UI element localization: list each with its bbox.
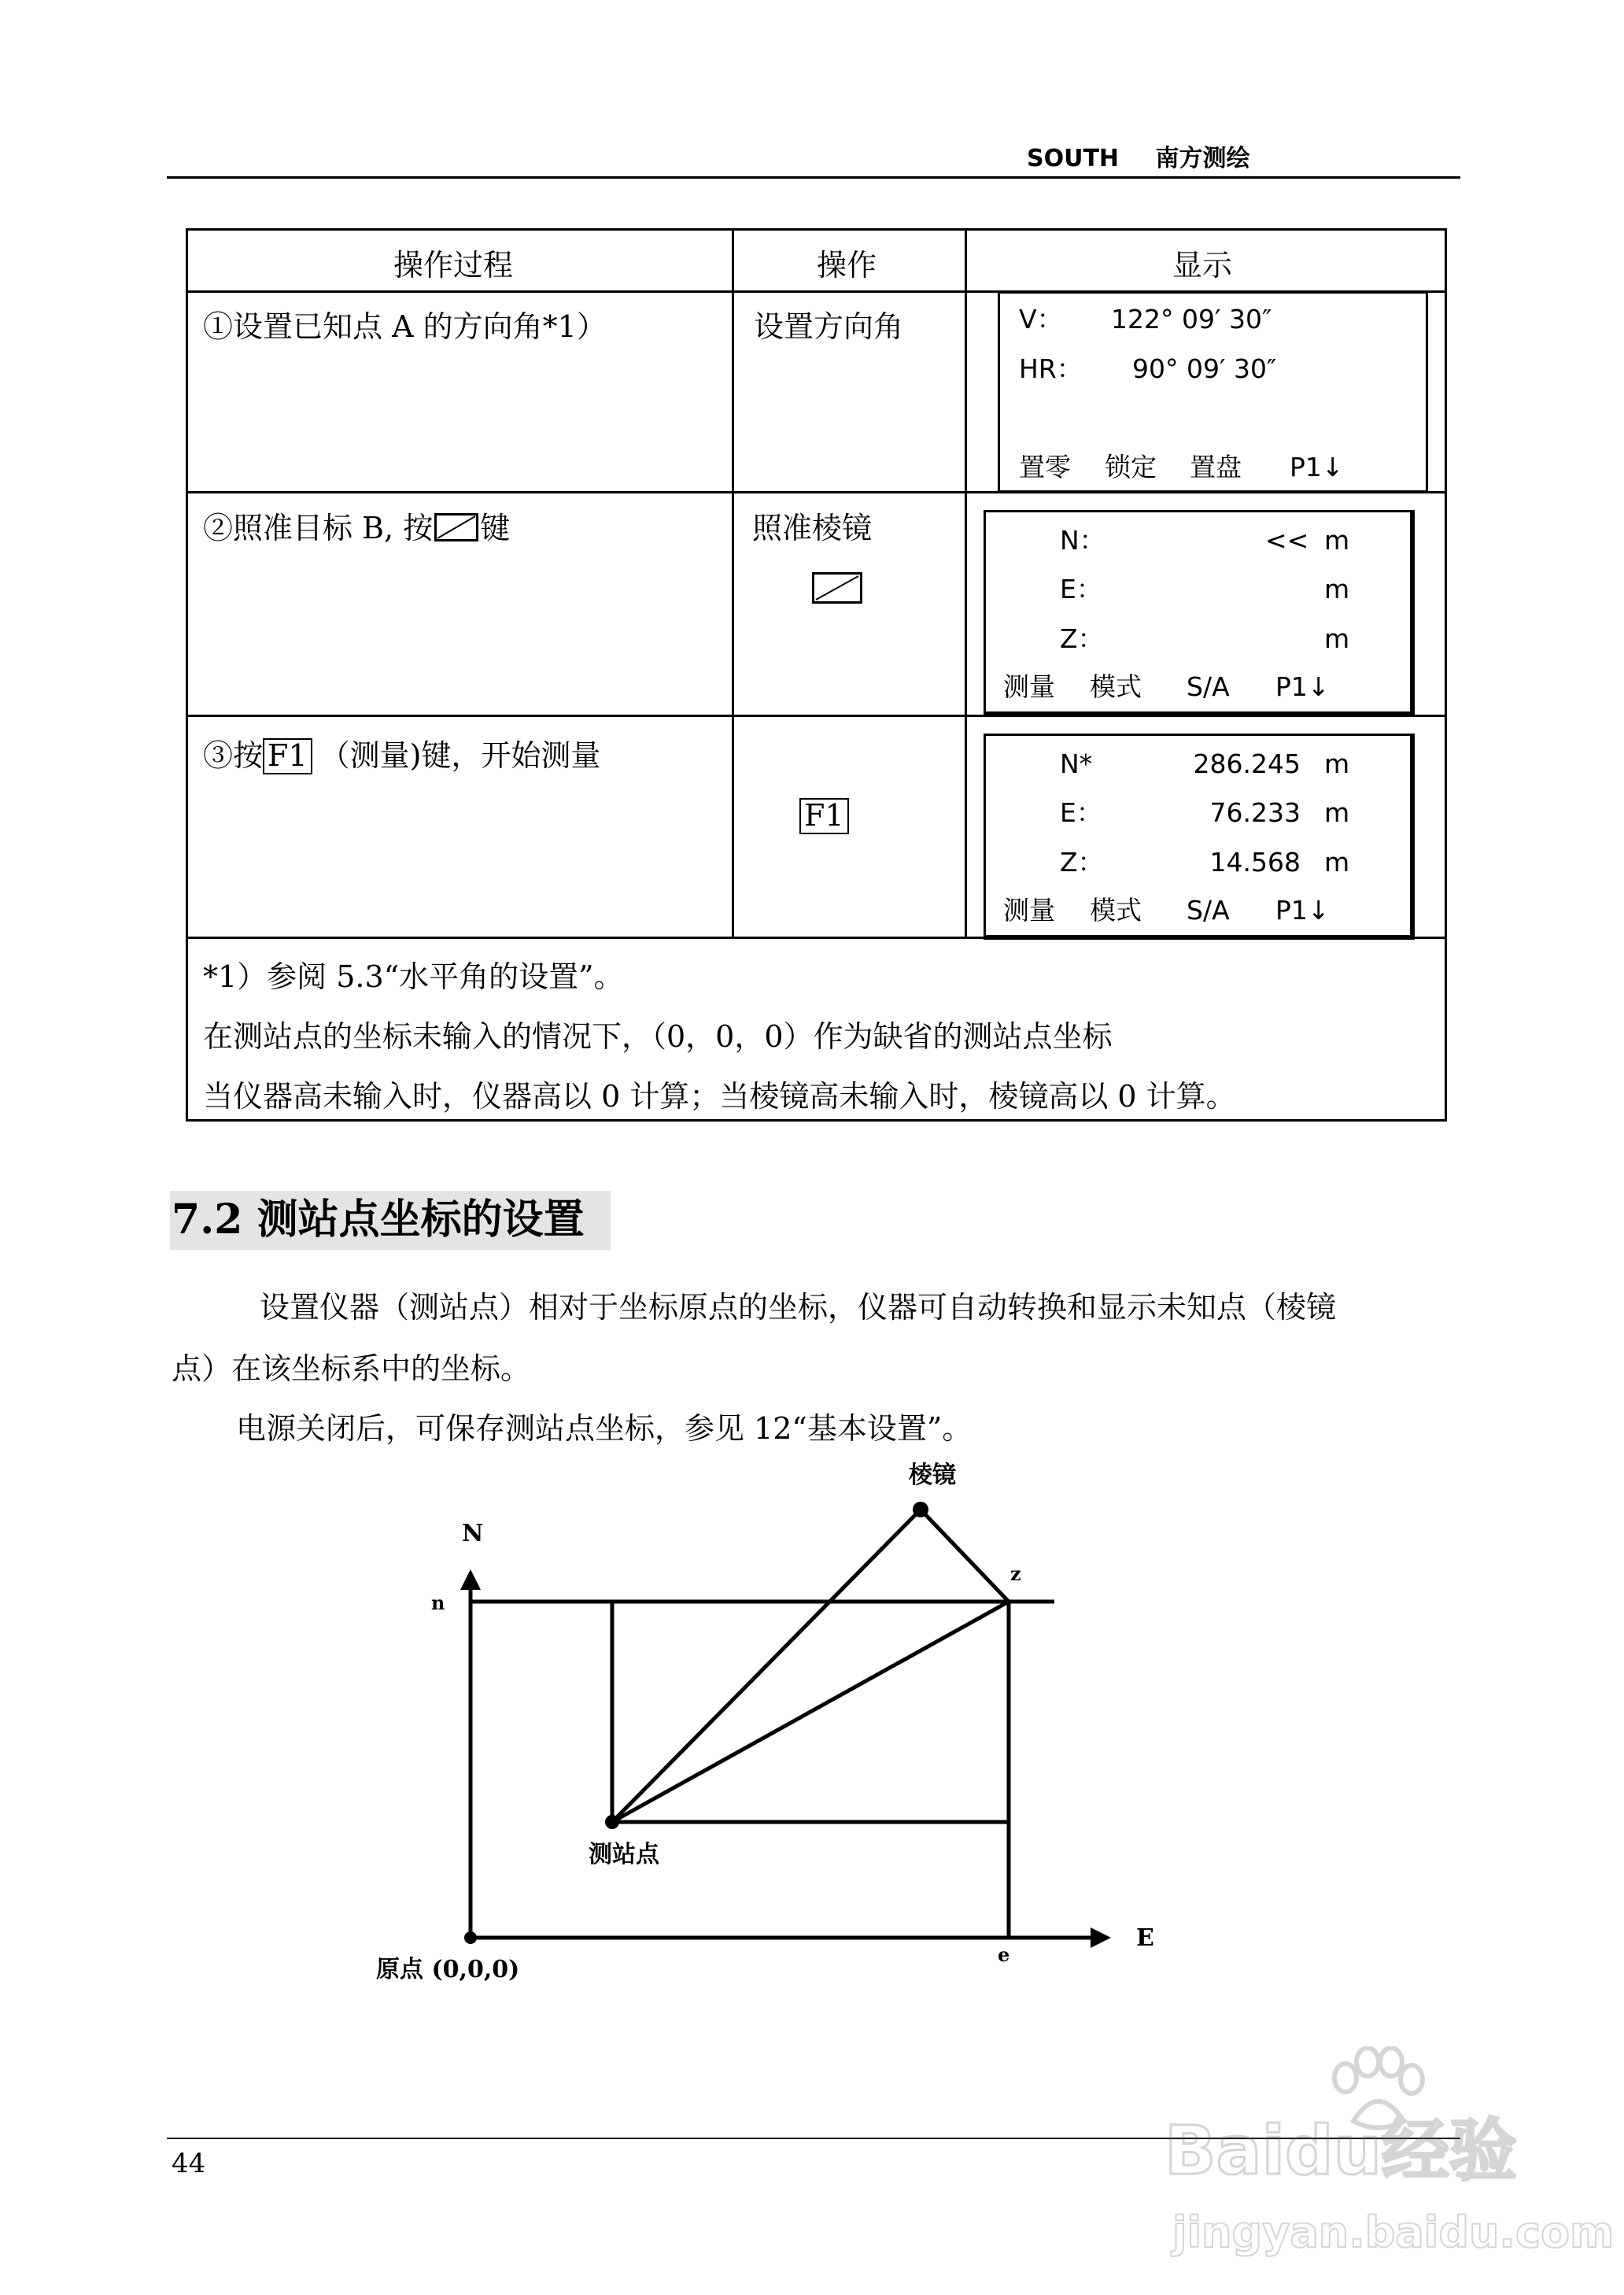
station-to-z	[612, 1602, 1009, 1822]
lcd-softkey-zero: 置零	[1019, 452, 1071, 482]
lcd-hr-label: HR：	[1019, 353, 1083, 384]
lcd-z-label: Z：	[1060, 623, 1104, 654]
row2-operation: 照准棱镜	[752, 511, 873, 545]
header-brand-cn: 南方测绘	[1155, 145, 1250, 172]
lcd-softkey-sa: S/A	[1187, 671, 1230, 702]
prism-point	[913, 1502, 928, 1517]
table-note: 在测站点的坐标未输入的情况下，（0，0，0）作为缺省的测站点坐标	[203, 1019, 1113, 1054]
body-paragraph: 设置仪器（测站点）相对于坐标原点的坐标，仪器可自动转换和显示未知点（棱镜	[260, 1290, 1337, 1325]
lcd-softkey-page: P1↓	[1275, 895, 1330, 926]
lcd-softkey-lock: 锁定	[1105, 452, 1157, 482]
lcd-softkey-measure: 测量	[1003, 671, 1055, 702]
lcd-softkey-set: 置盘	[1190, 452, 1242, 482]
lcd-e-label: E：	[1060, 797, 1102, 828]
watermark-logo-text: Baidu经验	[1164, 2112, 1517, 2190]
diagram-n-axis-label: N	[462, 1520, 484, 1547]
row1-operation: 设置方向角	[754, 309, 904, 344]
diagram-z-label: z	[1010, 1562, 1021, 1585]
f1-key: F1	[263, 738, 312, 774]
lcd-n-label: N*	[1060, 748, 1093, 779]
lcd-e-unit: m	[1324, 574, 1350, 604]
page-number: 44	[172, 2148, 206, 2179]
lcd-z-label: Z：	[1060, 847, 1104, 878]
table-note: *1）参阅 5.3“水平角的设置”。	[203, 959, 624, 994]
table-header-display: 显示	[1172, 248, 1233, 283]
f1-key: F1	[799, 798, 849, 834]
lcd-n-unit: m	[1324, 525, 1350, 556]
table-header-process: 操作过程	[393, 248, 514, 283]
lcd-e-unit: m	[1324, 797, 1350, 828]
diagram-e-tick-label: e	[998, 1943, 1010, 1966]
lcd-n-label: N：	[1060, 525, 1105, 556]
table-note: 当仪器高未输入时，仪器高以 0 计算；当棱镜高未输入时，棱镜高以 0 计算。	[203, 1079, 1236, 1114]
prism-to-z	[921, 1510, 1009, 1602]
lcd-n-value: <<	[1265, 525, 1309, 556]
lcd-z-unit: m	[1324, 847, 1350, 878]
row3-process-prefix: ③按	[203, 738, 264, 773]
lcd-softkey-mode: 模式	[1090, 895, 1142, 926]
lcd-z-value: 14.568	[1209, 847, 1301, 878]
row2-process-suffix: 键	[480, 511, 511, 545]
lcd-z-unit: m	[1324, 623, 1350, 654]
station-to-prism	[612, 1510, 921, 1822]
lcd-softkey-mode: 模式	[1090, 671, 1142, 702]
lcd-e-label: E：	[1060, 574, 1102, 604]
lcd-softkey-sa: S/A	[1187, 895, 1230, 926]
lcd-n-value: 286.245	[1193, 748, 1301, 779]
lcd-v-value: 122° 09′ 30″	[1111, 304, 1272, 334]
diagram-prism-label: 棱镜	[909, 1462, 956, 1489]
header-brand-latin: SOUTH	[1027, 145, 1120, 172]
lcd-n-unit: m	[1324, 748, 1350, 779]
n-axis-arrow-icon	[460, 1569, 481, 1590]
lcd-v-label: V：	[1019, 304, 1063, 334]
origin-point	[464, 1931, 477, 1944]
lcd-hr-value: 90° 09′ 30″	[1132, 353, 1277, 384]
diagram-e-axis-label: E	[1136, 1924, 1154, 1952]
section-title: 7.2 测站点坐标的设置	[172, 1196, 585, 1244]
lcd-softkey-page: P1↓	[1290, 452, 1344, 482]
diagram-n-tick-label: n	[431, 1591, 445, 1614]
body-paragraph: 点）在该坐标系中的坐标。	[172, 1351, 531, 1386]
table-header-operation: 操作	[817, 248, 877, 283]
e-axis-arrow-icon	[1091, 1927, 1111, 1948]
station-point	[605, 1815, 619, 1829]
watermark-url: jingyan.baidu.com	[1172, 2208, 1615, 2257]
diagram-station-label: 测站点	[589, 1841, 659, 1868]
body-paragraph: 电源关闭后，可保存测站点坐标，参见 12“基本设置”。	[236, 1411, 973, 1446]
baidu-jingyan-watermark	[1149, 2046, 1615, 2282]
row1-process: ①设置已知点 A 的方向角*1）	[203, 309, 607, 344]
row2-process-prefix: ②照准目标 B, 按	[203, 511, 434, 545]
lcd-softkey-page: P1↓	[1275, 671, 1330, 702]
row3-process-suffix: （测量)键，开始测量	[319, 738, 601, 773]
lcd-softkey-measure: 测量	[1003, 895, 1055, 926]
lcd-e-value: 76.233	[1209, 797, 1301, 828]
diagram-origin-label: 原点 (0,0,0)	[376, 1956, 520, 1983]
